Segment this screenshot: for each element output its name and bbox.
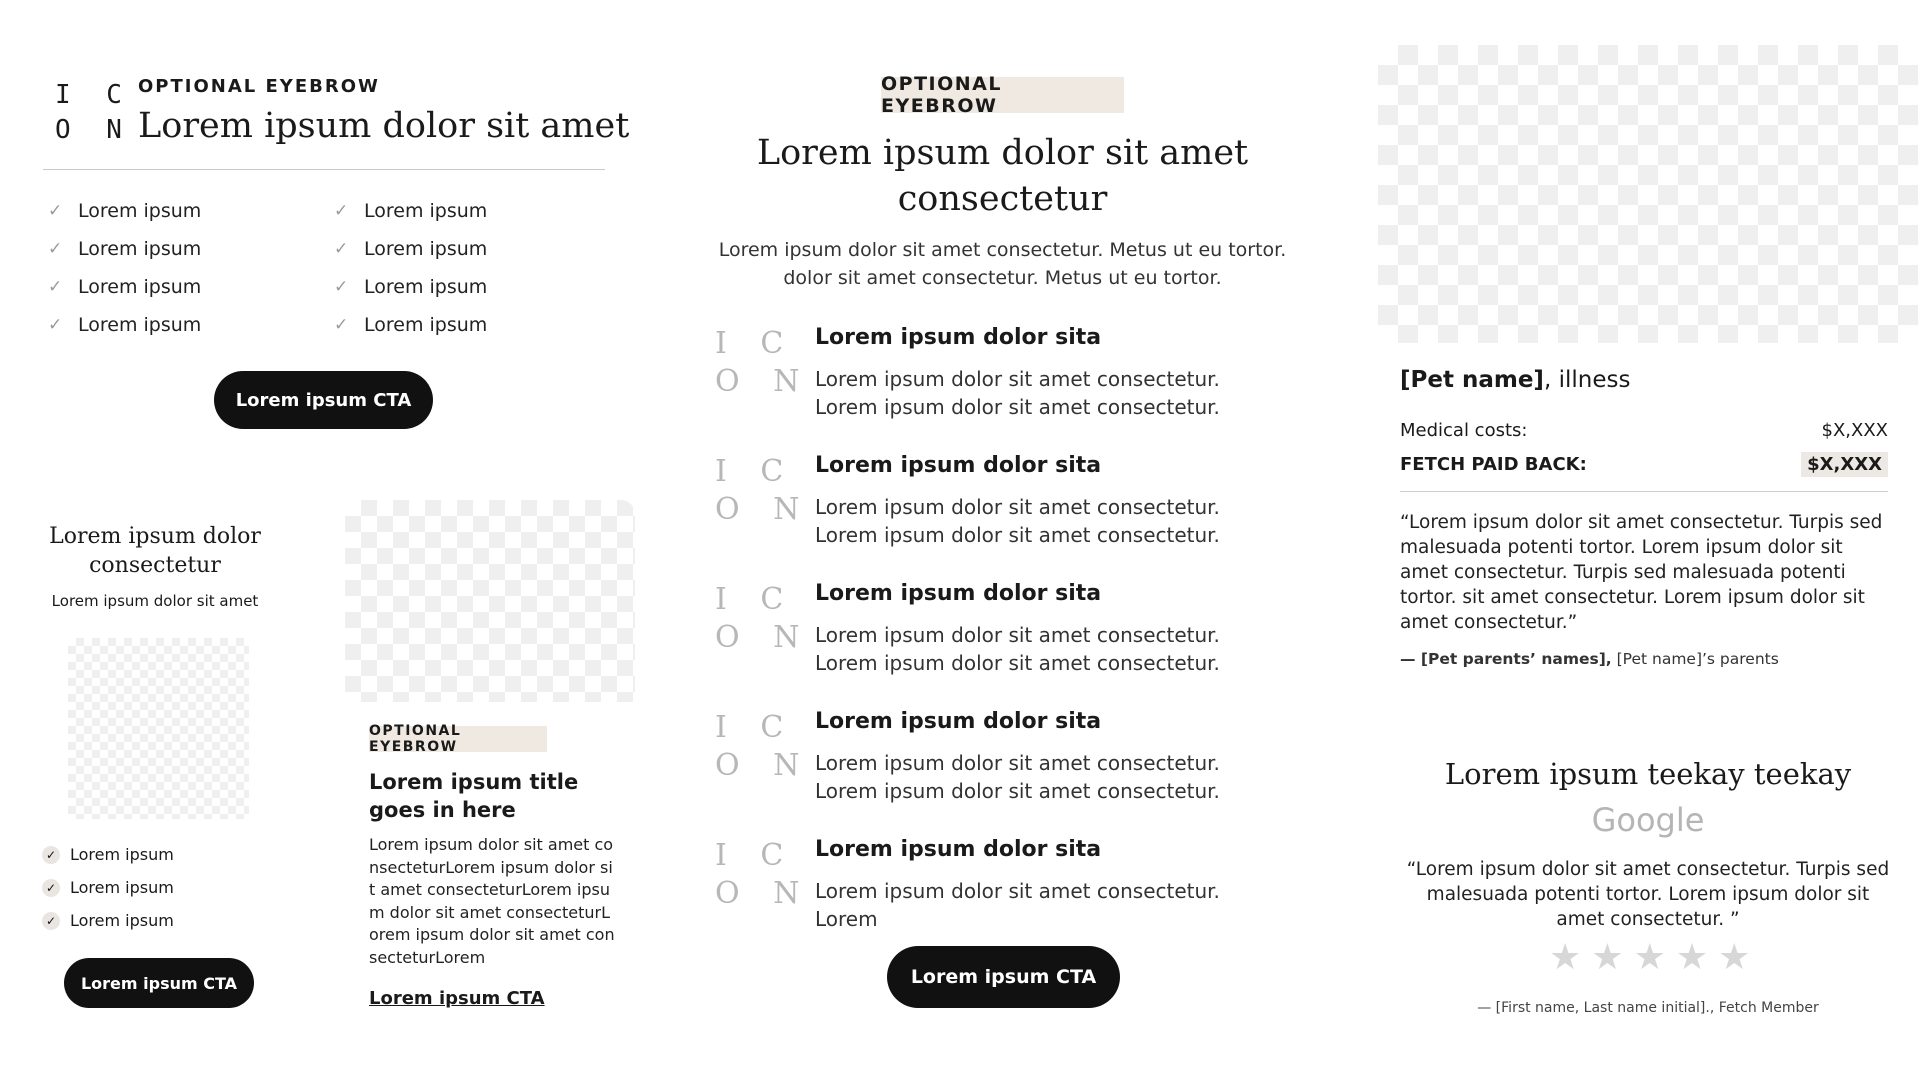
star-icon: ★ — [1591, 937, 1624, 978]
check-icon: ✓ — [42, 912, 60, 930]
checklist-item: ✓ Lorem ipsum — [48, 200, 202, 222]
image-placeholder — [68, 638, 249, 819]
card-intro: Lorem ipsum dolor sit amet consectetur. Metus ut eu tortor. dolor sit amet consectetur. Metus ut eu tortor. — [718, 239, 1287, 289]
check-icon: ✓ — [48, 201, 63, 221]
review-title: Lorem ipsum teekay teekay — [1444, 757, 1852, 791]
star-icon: ★ — [1549, 937, 1582, 978]
check-icon: ✓ — [42, 879, 60, 897]
image-placeholder — [1378, 45, 1918, 343]
checklist-item: ✓ Lorem ipsum — [42, 845, 174, 864]
placeholder-icon: I C O N — [715, 326, 812, 399]
feature-item — [715, 581, 1275, 681]
feature-desc: Lorem ipsum dolor sit amet consectetur. Lorem ipsum dolor sit amet consectetur. — [815, 367, 1220, 419]
cta-link[interactable]: Lorem ipsum CTA — [369, 988, 545, 1009]
feature-item — [715, 709, 1275, 809]
check-icon: ✓ — [48, 315, 63, 335]
feature-desc: Lorem ipsum dolor sit amet consectetur. Lorem ipsum dolor sit amet consectetur. — [815, 623, 1220, 675]
star-icon: ★ — [1718, 937, 1751, 978]
feature-desc: Lorem ipsum dolor sit amet consectetur. Lorem ipsum dolor sit amet consectetur. — [815, 751, 1220, 803]
card-title: Lorem ipsum dolor consectetur — [49, 524, 261, 578]
cta-button[interactable]: Lorem ipsum CTA — [64, 958, 254, 1008]
divider — [43, 169, 605, 170]
checklist-item: ✓ Lorem ipsum — [48, 276, 202, 298]
checklist-item: ✓ Lorem ipsum — [334, 314, 488, 336]
check-icon: ✓ — [334, 277, 349, 297]
feature-desc: Lorem ipsum dolor sit amet consectetur. Lorem ipsum dolor sit amet consectetur. — [815, 495, 1220, 547]
card-subtitle: Lorem ipsum dolor sit amet — [51, 592, 259, 610]
article-card — [345, 500, 635, 1035]
checklist-item: ✓ Lorem ipsum — [334, 276, 488, 298]
feature-title: Lorem ipsum dolor sita — [815, 453, 1102, 478]
star-icon: ★ — [1633, 937, 1666, 978]
check-icon: ✓ — [48, 239, 63, 259]
placeholder-icon: I C O N — [55, 80, 132, 146]
review-quote: “Lorem ipsum dolor sit amet consectetur. Turpis sed malesuada potenti tortor. Lorem ipsum dolor sit amet consectetur. ” — [1406, 859, 1890, 930]
testimonial-attribution: — [Pet parents’ names], [Pet name]’s parents — [1400, 650, 1779, 668]
feature-title: Lorem ipsum dolor sita — [815, 325, 1102, 350]
check-icon: ✓ — [48, 277, 63, 297]
feature-title: Lorem ipsum dolor sita — [815, 837, 1102, 862]
cta-button[interactable]: Lorem ipsum CTA — [214, 371, 433, 429]
check-icon: ✓ — [334, 315, 349, 335]
article-body: Lorem ipsum dolor sit amet consecteturLorem ipsum dolor sit amet consecteturLorem ipsum dolor sit amet consecteturLorem ipsum dolor sit amet consecteturLorem — [369, 835, 615, 967]
check-icon: ✓ — [42, 846, 60, 864]
checklist-item: ✓ Lorem ipsum — [48, 238, 202, 260]
feature-item — [715, 325, 1275, 425]
placeholder-icon: I C O N — [715, 454, 812, 527]
reviewer-name: — [First name, Last name initial]., Fetch Member — [1477, 1000, 1819, 1016]
checklist-item: ✓ Lorem ipsum — [48, 314, 202, 336]
star-icon: ★ — [1675, 937, 1709, 978]
eyebrow-badge: OPTIONAL EYEBROW — [369, 726, 547, 752]
image-placeholder — [345, 500, 635, 702]
feature-desc: Lorem ipsum dolor sit amet consectetur. Lorem — [815, 879, 1220, 931]
feature-checklist-card — [0, 40, 630, 460]
check-icon: ✓ — [334, 239, 349, 259]
checklist-item: ✓ Lorem ipsum — [334, 238, 488, 260]
check-icon: ✓ — [334, 201, 349, 221]
paid-back-row: FETCH PAID BACK: $X,XXX — [1400, 452, 1888, 477]
feature-item — [715, 837, 1275, 931]
testimonial-card — [1378, 45, 1918, 1040]
medical-costs-row: Medical costs: $X,XXX — [1400, 420, 1888, 441]
divider — [1400, 491, 1888, 492]
article-title: Lorem ipsum title goes in here — [369, 770, 579, 822]
testimonial-quote: “Lorem ipsum dolor sit amet consectetur. Turpis sed malesuada potenti tortor. Lorem ipsum dolor sit amet consectetur. Turpis sed malesuada potenti tortor. sit amet consectetur. Lorem ipsum dolor sit amet consectetur.” — [1400, 512, 1883, 633]
feature-title: Lorem ipsum dolor sita — [815, 709, 1102, 734]
placeholder-icon: I C O N — [715, 838, 812, 911]
card-title: Lorem ipsum dolor sit amet consectetur — [756, 133, 1249, 219]
card-title: Lorem ipsum dolor sit amet — [138, 106, 630, 146]
eyebrow: OPTIONAL EYEBROW — [138, 76, 380, 97]
feature-title: Lorem ipsum dolor sita — [815, 581, 1102, 606]
checklist-item: ✓ Lorem ipsum — [42, 911, 174, 930]
star-rating — [1549, 937, 1750, 978]
google-logo: Google — [1591, 801, 1705, 839]
placeholder-icon: I C O N — [715, 582, 812, 655]
checklist-item: ✓ Lorem ipsum — [42, 878, 174, 897]
feature-item — [715, 453, 1275, 553]
checklist-item: ✓ Lorem ipsum — [334, 200, 488, 222]
cta-button[interactable]: Lorem ipsum CTA — [887, 946, 1120, 1008]
placeholder-icon: I C O N — [715, 710, 812, 783]
pet-heading: [Pet name], illness — [1400, 367, 1631, 393]
eyebrow-badge: OPTIONAL EYEBROW — [881, 77, 1124, 113]
paid-back-badge: $X,XXX — [1801, 452, 1888, 477]
small-promo-card — [20, 500, 290, 1040]
icon-list-card — [690, 50, 1335, 1040]
